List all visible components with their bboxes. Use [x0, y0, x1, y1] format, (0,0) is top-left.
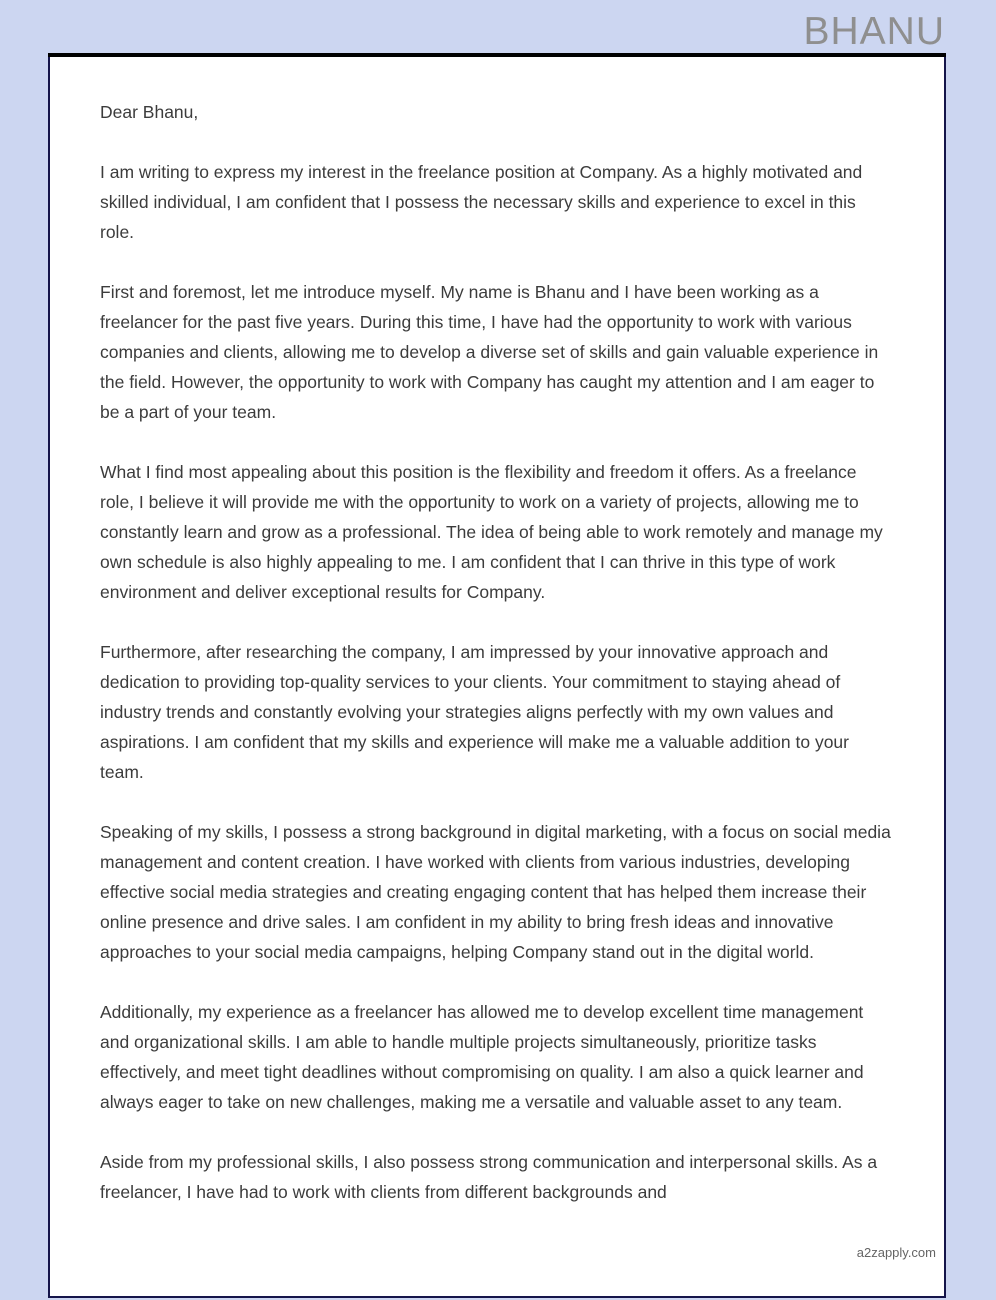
letter-paragraph: Furthermore, after researching the company, I am impressed by your innovative approach and dedication to providing top-quality services to your clients. Your commitment to staying ahead of industry trends and constantly evolving your strategies aligns perfectly with my own values and aspirations. I am confident that my skills and experience will make me a valuable addition to your team.: [100, 642, 849, 782]
letter-paragraph: What I find most appealing about this position is the flexibility and freedom it offers. As a freelance role, I believe it will provide me with the opportunity to work on a variety of projects, allowing me to constantly learn and grow as a professional. The idea of being able to work remotely and manage my own schedule is also highly appealing to me. I am confident that I can thrive in this type of work environment and deliver exceptional results for Company.: [100, 462, 883, 602]
letter-salutation: Dear Bhanu,: [100, 102, 199, 122]
letter-paper: [48, 57, 946, 1298]
letter-paragraph: Aside from my professional skills, I also possess strong communication and interpersonal skills. As a freelancer, I have had to work with clients from different backgrounds and: [100, 1152, 878, 1202]
letter-body: [50, 57, 944, 1207]
letter-paragraph: Speaking of my skills, I possess a strong background in digital marketing, with a focus on social media management and content creation. I have worked with clients from various industries, developing effective social media strategies and creating engaging content that has helped them increase their online presence and drive sales. I am confident in my ability to bring fresh ideas and innovative approaches to your social media campaigns, helping Company stand out in the digital world.: [100, 822, 891, 962]
brand-logo: BHANU: [803, 10, 945, 53]
letter-paragraph: First and foremost, let me introduce myself. My name is Bhanu and I have been working as a freelancer for the past five years. During this time, I have had the opportunity to work with various companies and clients, allowing me to develop a diverse set of skills and gain valuable experience in the field. However, the opportunity to work with Company has caught my attention and I am eager to be a part of your team.: [100, 282, 879, 422]
watermark: a2zapply.com: [856, 1245, 936, 1260]
letter-paragraph: I am writing to express my interest in the freelance position at Company. As a highly motivated and skilled individual, I am confident that I possess the necessary skills and experience to excel in this role.: [100, 162, 863, 242]
letter-paragraph: Additionally, my experience as a freelancer has allowed me to develop excellent time management and organizational skills. I am able to handle multiple projects simultaneously, prioritize tasks effectively, and meet tight deadlines without compromising on quality. I am also a quick learner and always eager to take on new challenges, making me a versatile and valuable asset to any team.: [100, 1002, 864, 1112]
